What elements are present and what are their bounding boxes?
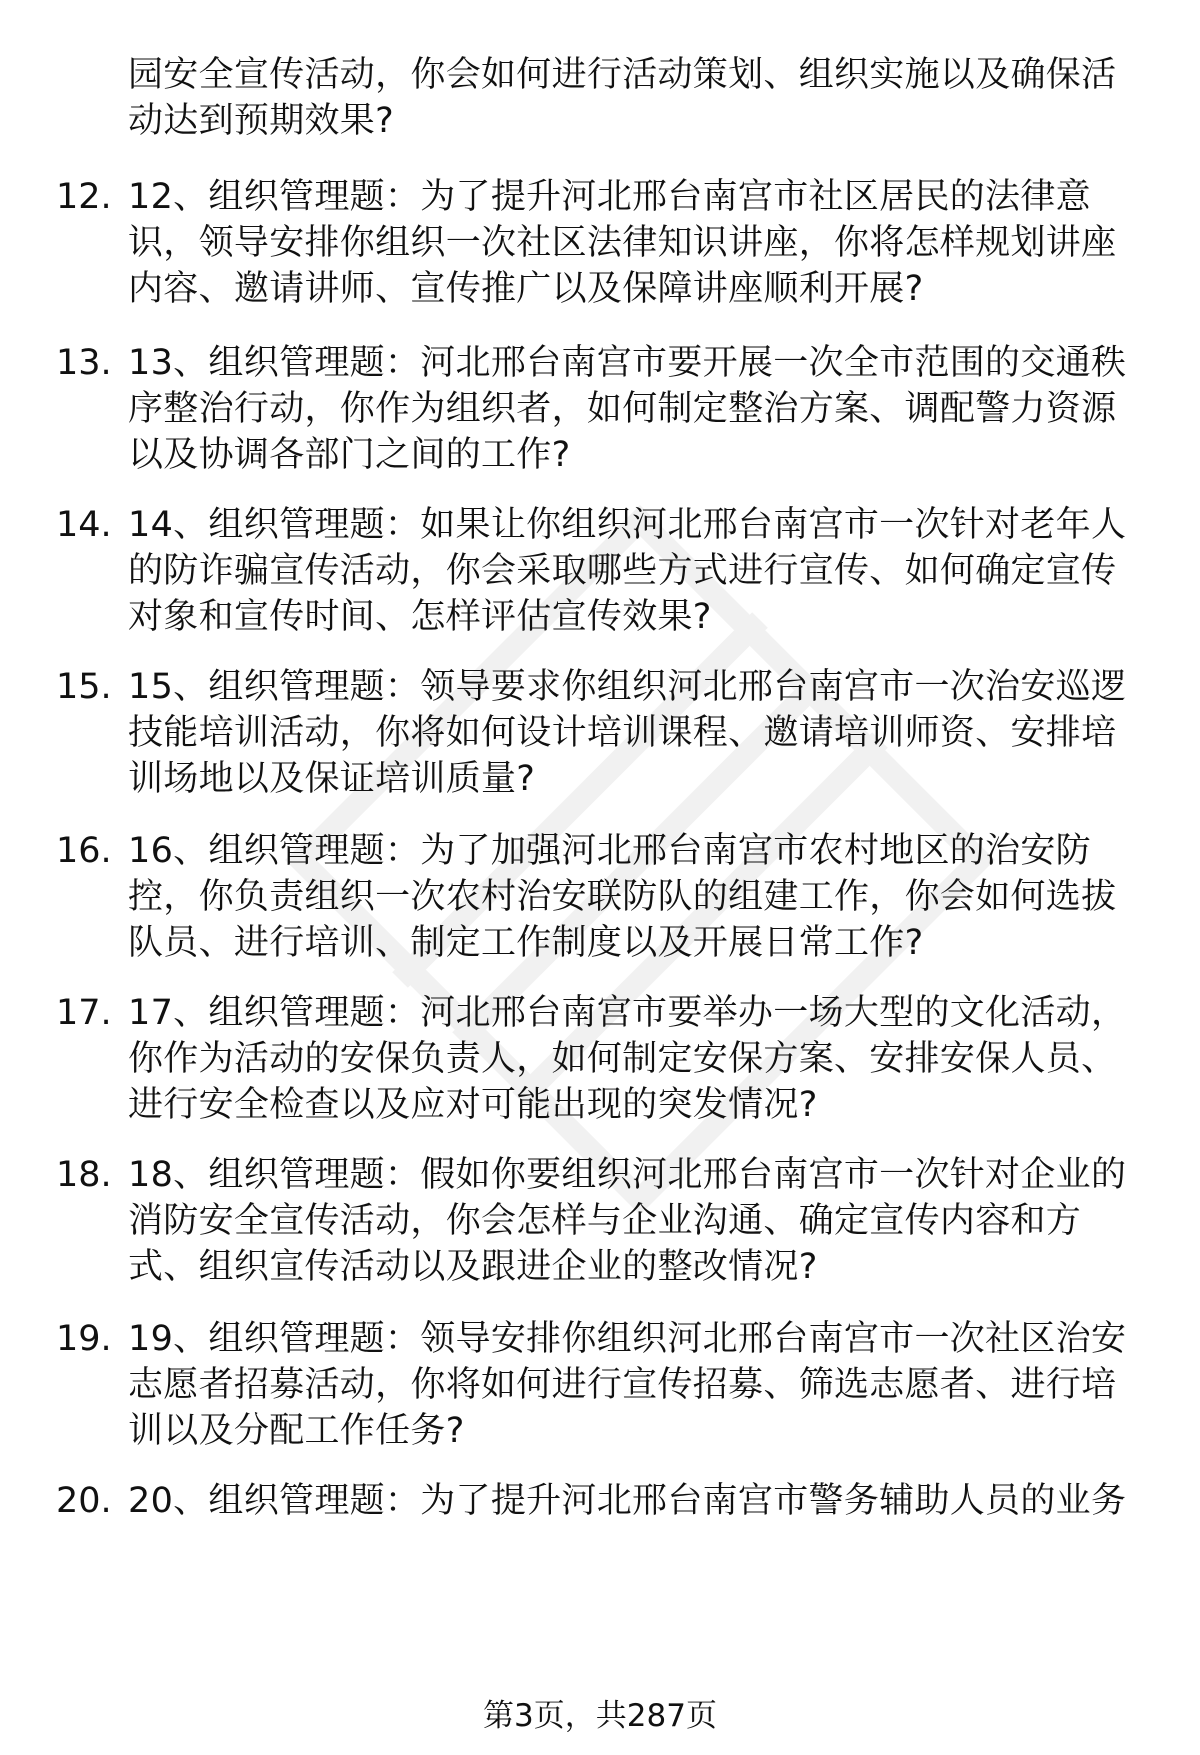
item-number: 19. [56, 1319, 112, 1359]
item-number: 12. [56, 177, 112, 217]
item-text: 15、组织管理题：领导要求你组织河北邢台南宫市一次治安巡逻技能培训活动，你将如何设计培训课程、邀请培训师资、安排培训场地以及保证培训质量? [128, 667, 1127, 799]
item-text: 17、组织管理题：河北邢台南宫市要举办一场大型的文化活动，你作为活动的安保负责人，如何制定安保方案、安排安保人员、进行安全检查以及应对可能出现的突发情况? [128, 993, 1127, 1125]
item-number: 16. [56, 831, 112, 871]
item-text: 16、组织管理题：为了加强河北邢台南宫市农村地区的治安防控，你负责组织一次农村治安联防队的组建工作，你会如何选拔队员、进行培训、制定工作制度以及开展日常工作? [128, 831, 1117, 963]
item-text: 13、组织管理题：河北邢台南宫市要开展一次全市范围的交通秩序整治行动，你作为组织者，如何制定整治方案、调配警力资源以及协调各部门之间的工作? [128, 343, 1127, 475]
item-number: 18. [56, 1155, 112, 1195]
item-number: 14. [56, 505, 112, 545]
item-number: 17. [56, 993, 112, 1033]
item-number: 15. [56, 667, 112, 707]
page-footer: 第3页，共287页 [483, 1698, 717, 1734]
item-text: 18、组织管理题：假如你要组织河北邢台南宫市一次针对企业的消防安全宣传活动，你会怎样与企业沟通、确定宣传内容和方式、组织宣传活动以及跟进企业的整改情况? [128, 1155, 1127, 1287]
item-number: 13. [56, 343, 112, 383]
item-number: 20. [56, 1481, 112, 1521]
continuation-text: 园安全宣传活动，你会如何进行活动策划、组织实施以及确保活动达到预期效果? [128, 55, 1117, 141]
item-text: 19、组织管理题：领导安排你组织河北邢台南宫市一次社区治安志愿者招募活动，你将如何进行宣传招募、筛选志愿者、进行培训以及分配工作任务? [128, 1319, 1127, 1451]
item-text: 12、组织管理题：为了提升河北邢台南宫市社区居民的法律意识，领导安排你组织一次社区法律知识讲座，你将怎样规划讲座内容、邀请讲师、宣传推广以及保障讲座顺利开展? [128, 177, 1117, 309]
item-text: 14、组织管理题：如果让你组织河北邢台南宫市一次针对老年人的防诈骗宣传活动，你会采取哪些方式进行宣传、如何确定宣传对象和宣传时间、怎样评估宣传效果? [128, 505, 1127, 637]
item-text: 20、组织管理题：为了提升河北邢台南宫市警务辅助人员的业务 [128, 1481, 1127, 1521]
